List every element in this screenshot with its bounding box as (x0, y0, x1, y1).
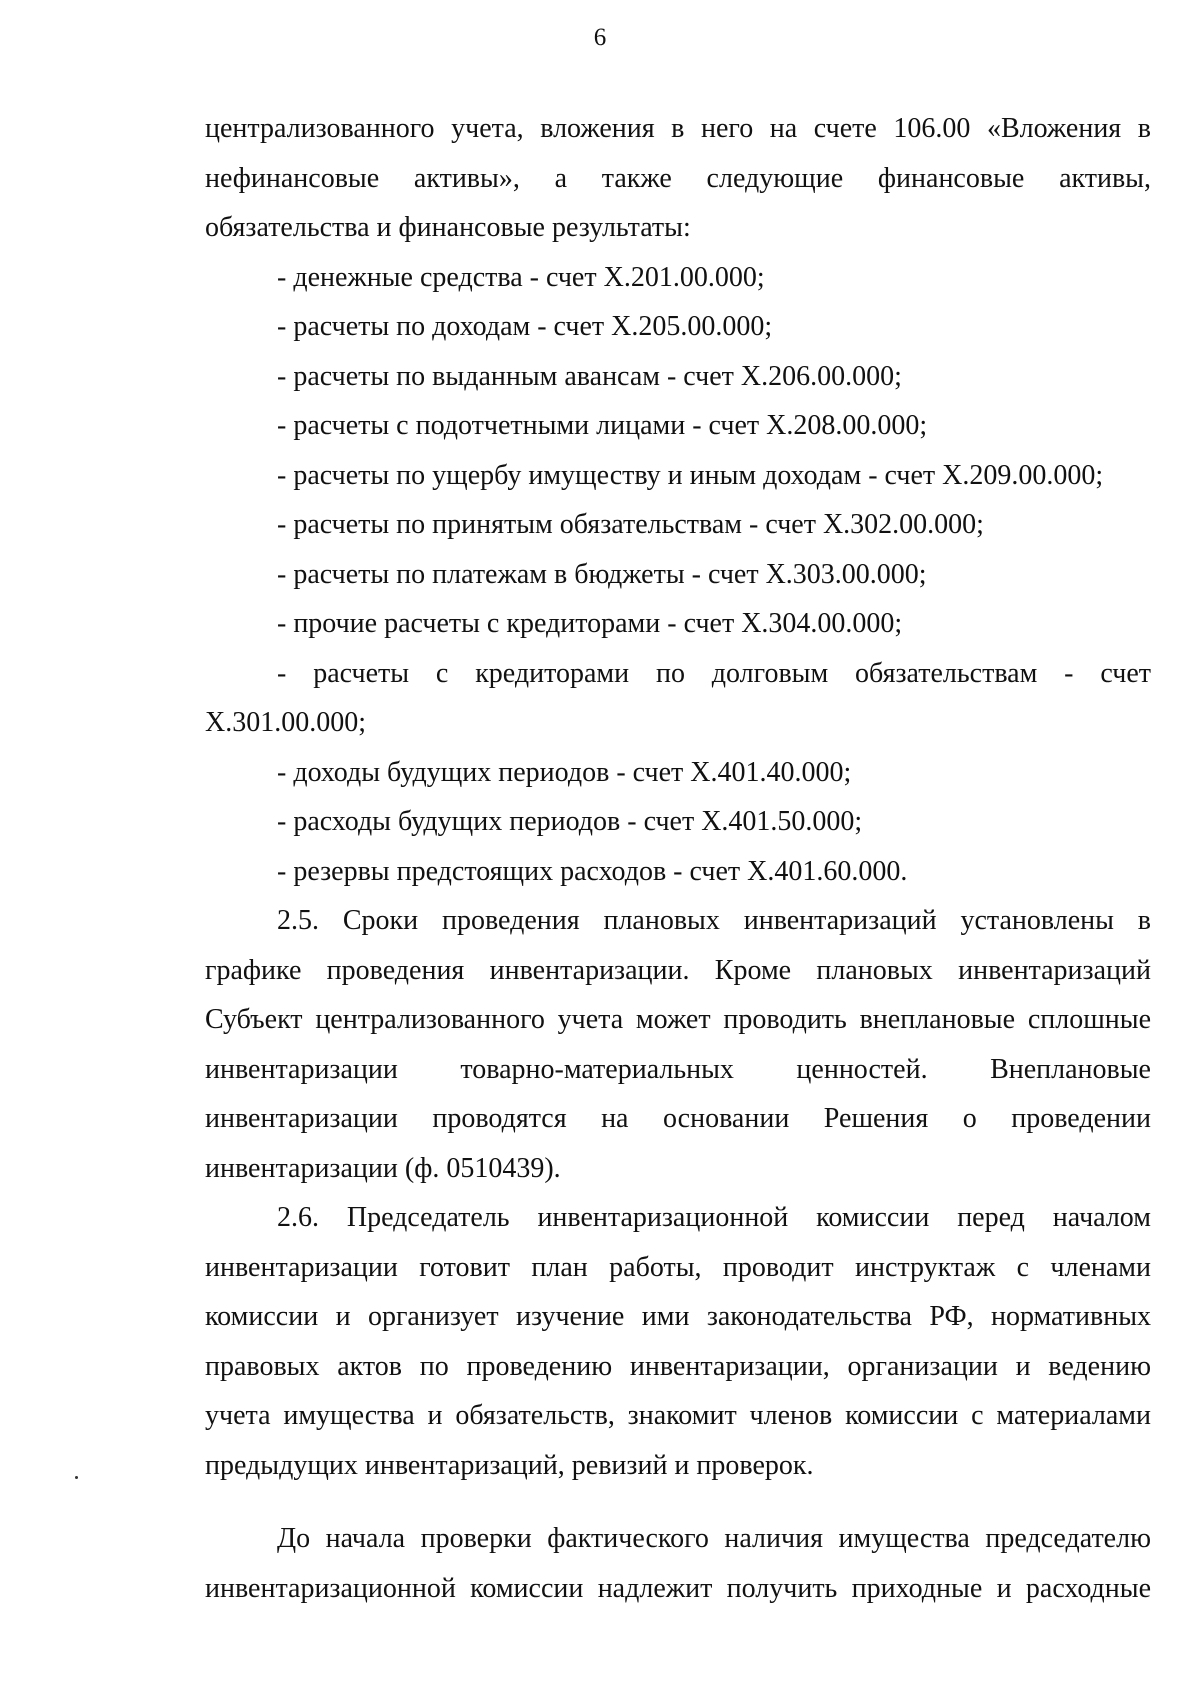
paragraph-line: инвентаризации (ф. 0510439). (205, 1152, 561, 1184)
list-item: - расчеты по доходам - счет Х.205.00.000; (277, 311, 773, 342)
text-line: обязательства и финансовые результаты: (205, 212, 691, 243)
list-item: - расчеты по платежам в бюджеты - счет Х.303.00.000; (277, 558, 927, 590)
text-line: нефинансовые активы», а также следующие финансовые активы, (205, 162, 1151, 194)
list-item: - расчеты с подотчетными лицами - счет Х.208.00.000; (277, 410, 928, 441)
scan-speck (75, 1476, 78, 1479)
list-item: - расходы будущих периодов - счет Х.401.50.000; (277, 806, 863, 837)
paragraph-line: инвентаризации готовит план работы, проводит инструктаж с членами (205, 1251, 1151, 1283)
paragraph-line: инвентаризации товарно-материальных ценностей. Внеплановые (205, 1053, 1151, 1085)
list-item-continuation: Х.301.00.000; (205, 707, 366, 738)
paragraph-line: правовых актов по проведению инвентаризации, организации и ведению (205, 1350, 1151, 1382)
paragraph-line: До начала проверки фактического наличия имущества председателю (277, 1523, 1151, 1554)
paragraph-line: 2.6. Председатель инвентаризационной комиссии перед началом (277, 1202, 1151, 1233)
paragraph-line: комиссии и организует изучение ими законодательства РФ, нормативных (205, 1301, 1151, 1332)
paragraph-gap (205, 1490, 1151, 1514)
list-item: - доходы будущих периодов - счет Х.401.40.000; (277, 756, 852, 788)
list-item: - денежные средства - счет Х.201.00.000; (277, 261, 765, 293)
paragraph-line: 2.5. Сроки проведения плановых инвентаризаций установлены в (277, 905, 1151, 936)
paragraph-line: инвентаризационной комиссии надлежит получить приходные и расходные (205, 1572, 1151, 1604)
paragraph-line: учета имущества и обязательств, знакомит членов комиссии с материалами (205, 1400, 1151, 1431)
list-item: - резервы предстоящих расходов - счет Х.401.60.000. (277, 855, 908, 887)
list-item: - расчеты по принятым обязательствам - счет Х.302.00.000; (277, 509, 984, 540)
paragraph-line: графике проведения инвентаризации. Кроме плановых инвентаризаций (205, 954, 1151, 986)
paragraph-line: предыдущих инвентаризаций, ревизий и проверок. (205, 1449, 814, 1481)
paragraph-line: инвентаризации проводятся на основании Решения о проведении (205, 1103, 1151, 1134)
list-item: - расчеты по выданным авансам - счет Х.206.00.000; (277, 360, 902, 392)
list-item: - расчеты по ущербу имуществу и иным доходам - счет Х.209.00.000; (277, 459, 1104, 491)
paragraph-line: Субъект централизованного учета может проводить внеплановые сплошные (205, 1004, 1151, 1035)
text-line: централизованного учета, вложения в него на счете 106.00 «Вложения в (205, 113, 1151, 144)
page-number: 6 (593, 24, 607, 51)
document-body (205, 104, 1151, 1613)
list-item: - прочие расчеты с кредиторами - счет Х.304.00.000; (277, 608, 903, 639)
list-item: - расчеты с кредиторами по долговым обязательствам - счет (277, 657, 1151, 689)
